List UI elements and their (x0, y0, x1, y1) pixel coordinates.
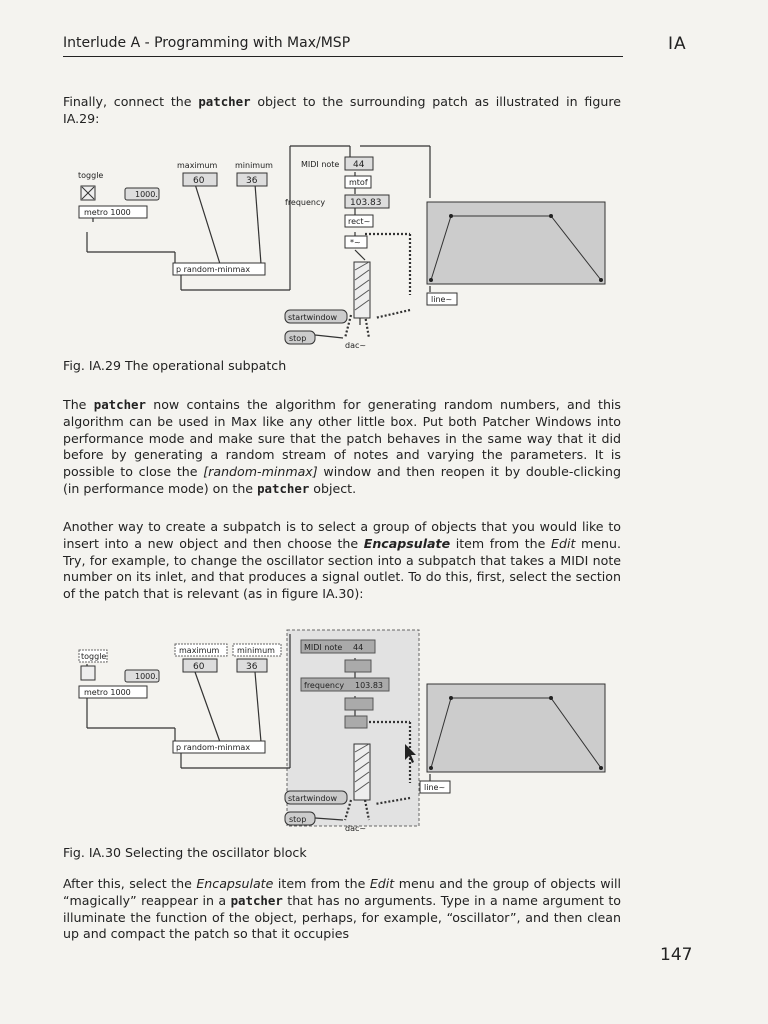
mtof-selected (345, 660, 371, 672)
text-run: Another way to create a subpatch is to select a group of objects that you would like to insert into a new object and then choose the (63, 519, 621, 551)
chapter-tab: IA (668, 34, 687, 54)
mtof-label: mtof (349, 178, 368, 187)
multiply-label: *~ (350, 238, 361, 247)
maximum-label: maximum (177, 161, 218, 170)
text-run: object. (309, 480, 357, 496)
line-label: line~ (431, 295, 453, 304)
stop-label: stop (289, 815, 307, 824)
metro-label: metro 1000 (84, 688, 131, 697)
toggle-label: toggle (78, 171, 104, 180)
rect-selected (345, 698, 373, 710)
minimum-value: 36 (246, 176, 258, 186)
figure-ia30 (75, 628, 615, 838)
figure-ia29 (75, 140, 615, 355)
running-title: Interlude A - Programming with Max/MSP (63, 35, 351, 51)
maximum-value: 60 (193, 176, 205, 186)
figure-ia30-caption: Fig. IA.30 Selecting the oscillator block (63, 845, 307, 860)
paragraph-patcher-algorithm (63, 397, 621, 498)
toggle-label: toggle (81, 652, 107, 661)
text-run: item from the (450, 535, 551, 551)
text-run: Finally, connect the (63, 94, 199, 109)
envelope-function-box (427, 684, 605, 772)
code-patcher: patcher (198, 94, 251, 109)
minimum-label: minimum (235, 161, 273, 170)
midi-note-value: 44 (353, 160, 365, 170)
frequency-value: 103.83 (355, 681, 383, 690)
interval-value: 1000. (135, 190, 158, 199)
paragraph-encapsulate (63, 519, 621, 603)
startwindow-label: startwindow (288, 794, 337, 803)
interval-value: 1000. (135, 672, 158, 681)
italic-edit: Edit (551, 535, 576, 551)
minimum-label: minimum (237, 646, 275, 655)
text-run: window and then reopen it by double-clicking (in performance mode) on the (63, 464, 621, 496)
frequency-label: frequency (304, 681, 345, 690)
midi-note-value: 44 (353, 643, 364, 652)
italic-random-minmax: [random-minmax] (203, 464, 318, 480)
frequency-label: frequency (285, 198, 326, 207)
italic-edit: Edit (369, 876, 395, 891)
envelope-function-box (427, 202, 605, 284)
code-patcher: patcher (93, 397, 146, 412)
toggle-box (81, 666, 95, 680)
paragraph-intro (63, 94, 621, 128)
rect-label: rect~ (348, 217, 371, 226)
text-run: object to the surrounding patch as illustrated in figure IA.29: (63, 94, 621, 126)
paragraph-after-encapsulate (63, 876, 621, 943)
minimum-value: 36 (246, 662, 258, 672)
stop-label: stop (289, 334, 307, 343)
text-run: now contains the algorithm for generating random numbers, and this algorithm can be used in Max like any other little box. Put both Patcher Windows into performance mode and make sure that the patch behaves in the same way that it did before by generating a random stream of notes and varying the parameters. It is possible to close the (63, 397, 621, 480)
dac-label: dac~ (345, 824, 367, 833)
metro-label: metro 1000 (84, 208, 131, 217)
dac-label: dac~ (345, 341, 367, 350)
text-run: menu and the group of objects will “magically” reappear in a (63, 876, 622, 908)
code-patcher: patcher (230, 892, 283, 908)
frequency-value: 103.83 (350, 198, 382, 208)
figure-ia29-caption: Fig. IA.29 The operational subpatch (63, 358, 287, 373)
text-run: that has no arguments. Type in a name argument to illuminate the function of the object, perhaps, for example, “oscillator”, and then clean up and compact the patch so that it occupies (63, 892, 621, 942)
text-run: After this, select the (63, 876, 197, 891)
figure-ia30-diagram (75, 628, 615, 838)
text-run: menu. Try, for example, to change the oscillator section into a subpatch that takes a MIDI note number on its inlet, and that produces a signal outlet. To do this, first, select the section of the patch that is relevant (as in figure IA.30): (63, 535, 621, 602)
bold-encapsulate: Encapsulate (363, 535, 451, 551)
text-run: item from the (273, 876, 370, 891)
multiply-selected (345, 716, 367, 728)
text-run: The (63, 397, 94, 412)
patcher-label: p random-minmax (176, 265, 251, 274)
startwindow-label: startwindow (288, 313, 337, 322)
midi-note-label: MIDI note (304, 643, 343, 652)
line-label: line~ (424, 783, 446, 792)
italic-encapsulate: Encapsulate (196, 876, 274, 891)
maximum-value: 60 (193, 662, 205, 672)
patcher-label: p random-minmax (176, 743, 251, 752)
running-header (63, 32, 623, 57)
code-patcher: patcher (257, 480, 310, 496)
maximum-label: maximum (179, 646, 220, 655)
midi-note-label: MIDI note (301, 160, 340, 169)
figure-ia29-diagram (75, 140, 615, 355)
page-number: 147 (660, 945, 693, 965)
